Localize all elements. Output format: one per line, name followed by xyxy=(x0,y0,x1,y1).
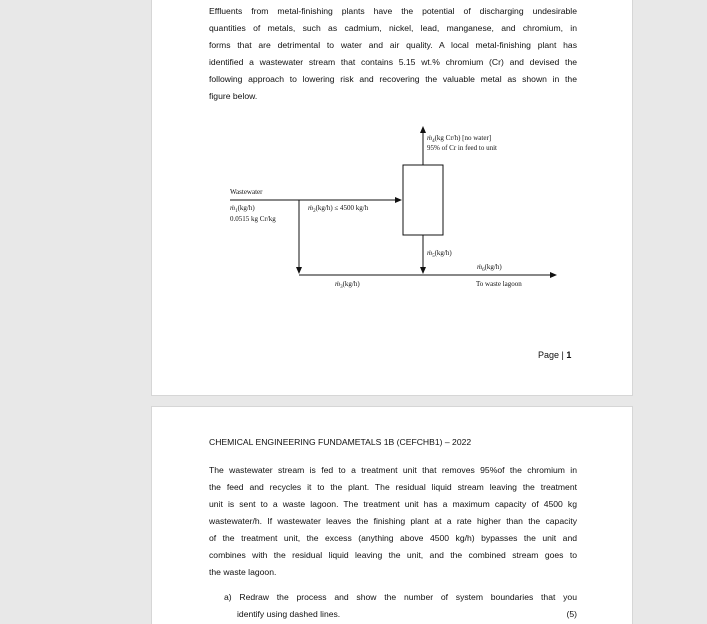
intro-line: quantities of metals, such as cadmium, nickel, lead, manganese, and chromium, in xyxy=(209,23,577,33)
document-page-1 xyxy=(151,0,633,396)
intro-line: forms that are detrimental to water and air quality. A local metal-finishing plant has xyxy=(209,40,577,50)
document-page-2 xyxy=(151,406,633,624)
question-a-line: a) Redraw the process and show the number of system boundaries that you xyxy=(224,592,577,602)
intro-line: following approach to lowering risk and recovering the valuable metal as shown in the xyxy=(209,74,577,84)
body-line: The wastewater stream is fed to a treatment unit that removes 95%of the chromium in xyxy=(209,465,577,475)
m1-note: 0.0515 kg Cr/kg xyxy=(230,215,276,223)
intro-paragraph xyxy=(209,3,577,105)
m1-label: ṁ$_1$(kg/h) xyxy=(230,204,255,214)
question-a-marks: (5) xyxy=(566,609,577,619)
treatment-unit-box xyxy=(403,165,443,235)
wastewater-label: Wastewater xyxy=(230,188,263,196)
intro-line: Effluents from metal-finishing plants have the potential of discharging undesirable xyxy=(209,6,577,16)
m6-label: ṁ$_6$(kg/h) xyxy=(477,263,502,273)
question-a xyxy=(224,589,577,623)
page-number xyxy=(538,350,571,360)
m4-label: ṁ$_4$(kg Cr/h) [no water] xyxy=(427,134,492,144)
question-a-line: identify using dashed lines. xyxy=(237,609,341,619)
intro-line: identified a wastewater stream that contains 5.15 wt.% chromium (Cr) and devised the xyxy=(209,57,577,67)
m2-label: ṁ$_2$(kg/h) ≤ 4500 kg/h xyxy=(308,204,369,214)
m5-label: ṁ$_5$(kg/h) xyxy=(427,249,452,259)
body-paragraph xyxy=(209,462,577,581)
body-line: combines with the residual liquid leaving the unit, and the combined stream goes to xyxy=(209,550,577,560)
waste-lagoon-label: To waste lagoon xyxy=(476,280,522,288)
page-number-value: 1 xyxy=(566,350,572,360)
body-line: unit is sent to a waste lagoon. The treatment unit has a maximum capacity of 4500 kg xyxy=(209,499,577,509)
intro-line: figure below. xyxy=(209,91,258,101)
process-flow-diagram xyxy=(220,125,570,295)
body-line: the feed and recycles it to the plant. The residual liquid stream leaving the treatment xyxy=(209,482,577,492)
body-line: wastewater/h. If wastewater leaves the finishing plant at a rate higher than the capacity xyxy=(209,516,577,526)
body-line: of the treatment unit, the excess (anything above 4500 kg/h) bypasses the unit and xyxy=(209,533,577,543)
page-label: Page | xyxy=(538,350,567,360)
m4-note: 95% of Cr in feed to unit xyxy=(427,144,497,152)
page-heading: CHEMICAL ENGINEERING FUNDAMETALS 1B (CEFCHB1) – 2022 xyxy=(209,437,472,447)
m3-label: ṁ$_3$(kg/h) xyxy=(335,280,360,290)
body-line: the waste lagoon. xyxy=(209,567,277,577)
